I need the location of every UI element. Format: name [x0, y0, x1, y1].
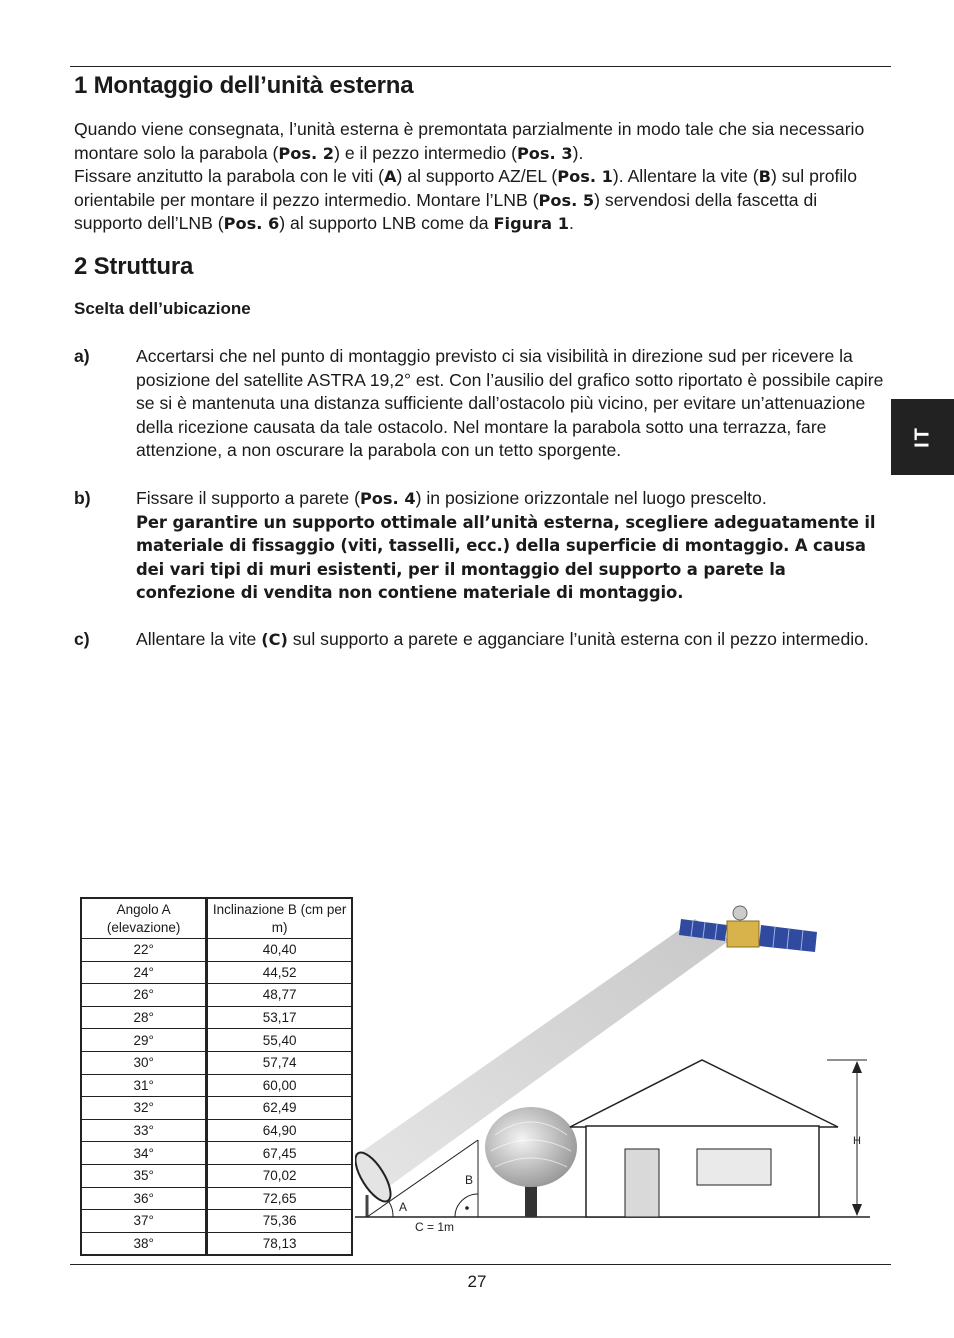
table-row	[81, 1029, 352, 1052]
section1-paragraph2: Fissare anzitutto la parabola con le viti (A) al supporto AZ/EL (Pos. 1). Allentare la vite (B) sul profilo orientabile per montare il pezzo intermedio. Montare l’LNB (Pos. 5) servendosi della fascetta di supporto dell’LNB (Pos. 6) al supporto LNB come da Figura 1.	[74, 166, 857, 233]
section1-title: 1 Montaggio dell’unità esterna	[74, 72, 414, 99]
item-b-warning: Per garantire un supporto ottimale all’unità esterna, scegliere adeguatamente il materiale di fissaggio (viti, tasselli, ecc.) della superficie di montaggio. A causa dei vari tipi di muri esistenti, per il montaggio del supporto a parete la confezione di vendita non contiene materiale di montaggio.	[136, 512, 876, 602]
inclination-cell: 60,00	[207, 1074, 352, 1097]
angle-cell: 30°	[81, 1051, 207, 1074]
table-row	[81, 1210, 352, 1233]
label-h: H	[853, 1135, 861, 1147]
table-row	[81, 1187, 352, 1210]
angle-cell: 34°	[81, 1142, 207, 1165]
section2-subtitle: Scelta dell’ubicazione	[74, 299, 251, 318]
angle-cell: 33°	[81, 1119, 207, 1142]
angle-cell: 28°	[81, 1006, 207, 1029]
item-c-label: c)	[74, 629, 90, 649]
inclination-cell: 44,52	[207, 961, 352, 984]
inclination-cell: 57,74	[207, 1051, 352, 1074]
inclination-cell: 67,45	[207, 1142, 352, 1165]
section1-paragraph1: Quando viene consegnata, l’unità esterna è premontata parzialmente in modo tale che sia necessario montare solo la parabola (Pos. 2) e il pezzo intermedio (Pos. 3).	[74, 119, 865, 163]
table-row	[81, 1097, 352, 1120]
angle-cell: 36°	[81, 1187, 207, 1210]
angle-cell: 29°	[81, 1029, 207, 1052]
item-a-text: Accertarsi che nel punto di montaggio previsto ci sia visibilità in direzione sud per ricevere la posizione del satellite ASTRA 19,2° est. Con l’ausilio del grafico sotto riportato è possibile capire se si è mantenuta una distanza sufficiente dall’ostacolo più vicino, per evitare un’attenuazione della ricezione causata da tale ostacolo. Nel montare la parabola sotto una terrazza, fare attenzione, a non oscurare la parabola con un tetto sporgente.	[136, 346, 884, 460]
table-row	[81, 939, 352, 962]
table-row	[81, 1232, 352, 1255]
inclination-cell: 72,65	[207, 1187, 352, 1210]
inclination-cell: 64,90	[207, 1119, 352, 1142]
inclination-cell: 48,77	[207, 984, 352, 1007]
house-icon	[570, 1060, 838, 1217]
section2-title: 2 Struttura	[74, 253, 194, 280]
inclination-cell: 75,36	[207, 1210, 352, 1233]
inclination-cell: 78,13	[207, 1232, 352, 1255]
angle-cell: 35°	[81, 1164, 207, 1187]
label-c: C = 1m	[415, 1220, 455, 1234]
tree-icon	[485, 1107, 577, 1217]
table-row	[81, 1142, 352, 1165]
table-row	[81, 1006, 352, 1029]
inclination-cell: 70,02	[207, 1164, 352, 1187]
angle-cell: 26°	[81, 984, 207, 1007]
item-b-text: Fissare il supporto a parete (Pos. 4) in posizione orizzontale nel luogo prescelto. Per garantire un supporto ottimale all’unità esterna, scegliere adeguatamente il materiale di fissaggio (viti, tasselli, ecc.) della superficie di montaggio. A causa dei vari tipi di muri esistenti, per il montaggio del supporto a parete la confezione di vendita non contiene materiale di montaggio.	[136, 488, 876, 602]
label-b: B	[465, 1173, 474, 1187]
inclination-cell: 53,17	[207, 1006, 352, 1029]
table-row	[81, 1119, 352, 1142]
elevation-table	[80, 897, 353, 1256]
table-row	[81, 984, 352, 1007]
page-number: 27	[467, 1272, 487, 1291]
bottom-rule	[70, 1264, 891, 1265]
language-tab: IT	[891, 399, 954, 475]
label-a: A	[399, 1200, 408, 1214]
angle-cell: 24°	[81, 961, 207, 984]
top-rule	[70, 66, 891, 67]
table-row	[81, 1164, 352, 1187]
angle-cell: 38°	[81, 1232, 207, 1255]
table-header-angle: Angolo A (elevazione)	[81, 898, 207, 939]
inclination-cell: 55,40	[207, 1029, 352, 1052]
inclination-cell: 40,40	[207, 939, 352, 962]
angle-cell: 22°	[81, 939, 207, 962]
table-header-inclination: Inclinazione B (cm per m)	[207, 898, 352, 939]
satellite-illustration	[355, 895, 875, 1240]
item-a-label: a)	[74, 346, 90, 366]
table-row	[81, 1074, 352, 1097]
item-b-label: b)	[74, 488, 91, 508]
angle-cell: 31°	[81, 1074, 207, 1097]
table-row	[81, 1051, 352, 1074]
angle-cell: 32°	[81, 1097, 207, 1120]
angle-cell: 37°	[81, 1210, 207, 1233]
inclination-cell: 62,49	[207, 1097, 352, 1120]
item-c-text: Allentare la vite (C) sul supporto a parete e agganciare l’unità esterna con il pezzo intermedio.	[136, 629, 869, 649]
table-row	[81, 961, 352, 984]
